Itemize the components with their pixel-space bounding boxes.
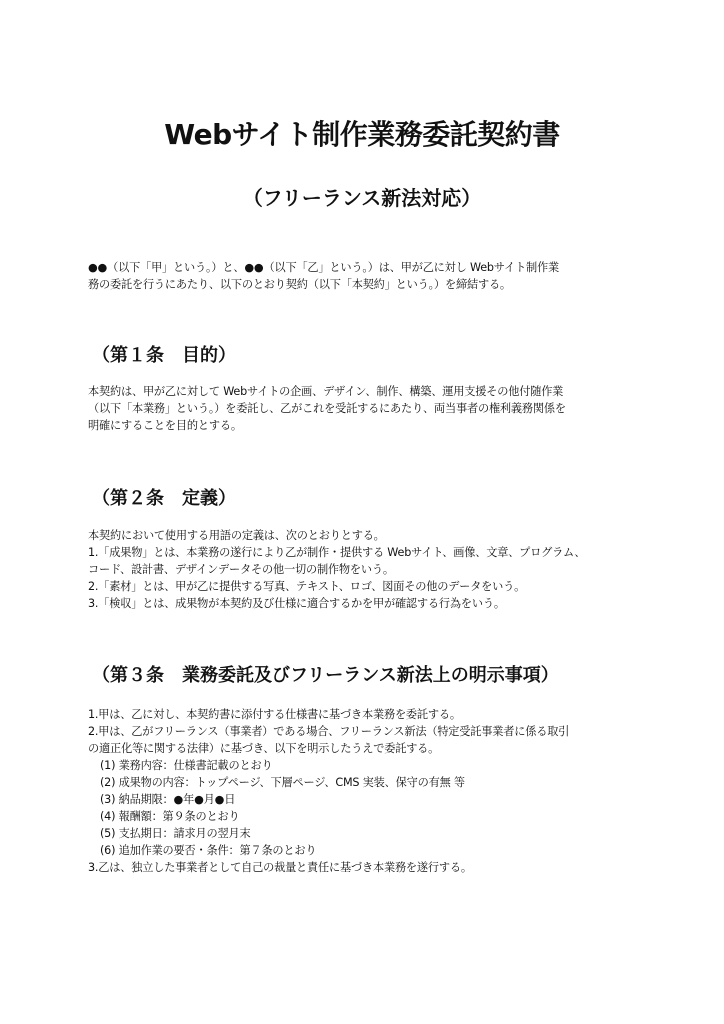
body-line: 1.「成果物」とは、本業務の遂行により乙が制作・提供する Webサイト、画像、文章、プログラム、 bbox=[88, 546, 586, 559]
body-line: 本契約は、甲が乙に対して Webサイトの企画、デザイン、制作、構築、運用支援その他付随作業 bbox=[88, 385, 564, 398]
list-item: (2) 成果物の内容：トップページ、下層ページ、CMS 実装、保守の有無 等 bbox=[100, 776, 465, 789]
preamble bbox=[88, 259, 648, 293]
list-item: (5) 支払期日：請求月の翌月末 bbox=[100, 827, 251, 840]
list-item: (6) 追加作業の要否・条件：第７条のとおり bbox=[100, 844, 317, 857]
article-3-heading: （第３条 業務委託及びフリーランス新法上の明示事項） bbox=[92, 665, 559, 686]
body-line: 3.「検収」とは、成果物が本契約及び仕様に適合するかを甲が確認する行為をいう。 bbox=[88, 597, 505, 610]
document-subtitle: （フリーランス新法対応） bbox=[242, 186, 482, 210]
article-2-heading: （第２条 定義） bbox=[92, 488, 236, 509]
preamble-line: ●●（以下「甲」という。）と、●●（以下「乙」という。）は、甲が乙に対し Webサイト制作業 bbox=[88, 261, 559, 274]
body-line: 2.「素材」とは、甲が乙に提供する写真、テキスト、ロゴ、図面その他のデータをいう。 bbox=[88, 580, 526, 593]
article-1-body bbox=[88, 383, 648, 434]
body-line: 1.甲は、乙に対し、本契約書に添付する仕様書に基づき本業務を委託する。 bbox=[88, 708, 461, 721]
body-line: 3.乙は、独立した事業者として自己の裁量と責任に基づき本業務を遂行する。 bbox=[88, 861, 472, 874]
list-item: (1) 業務内容：仕様書記載のとおり bbox=[100, 759, 273, 772]
preamble-line: 務の委託を行うにあたり、以下のとおり契約（以下「本契約」という。）を締結する。 bbox=[88, 278, 511, 291]
document-title: Webサイト制作業務委託契約書 bbox=[164, 118, 560, 151]
article-3-body bbox=[88, 706, 648, 876]
article-1-heading: （第１条 目的） bbox=[92, 345, 236, 366]
article-2-body bbox=[88, 527, 648, 612]
body-line: 2.甲は、乙がフリーランス（事業者）である場合、フリーランス新法（特定受託事業者に係る取引 bbox=[88, 725, 570, 738]
list-item: (4) 報酬額：第９条のとおり bbox=[100, 810, 240, 823]
body-line: 本契約において使用する用語の定義は、次のとおりとする。 bbox=[88, 529, 385, 542]
list-item: (3) 納品期限：●年●月●日 bbox=[100, 793, 236, 806]
body-line: （以下「本業務」という。）を委託し、乙がこれを受託するにあたり、両当事者の権利義務関係を bbox=[88, 402, 566, 415]
body-line: 明確にすることを目的とする。 bbox=[88, 419, 242, 432]
body-line: コード、設計書、デザインデータその他一切の制作物をいう。 bbox=[88, 563, 394, 576]
body-line: の適正化等に関する法律）に基づき、以下を明示したうえで委託する。 bbox=[88, 742, 440, 755]
